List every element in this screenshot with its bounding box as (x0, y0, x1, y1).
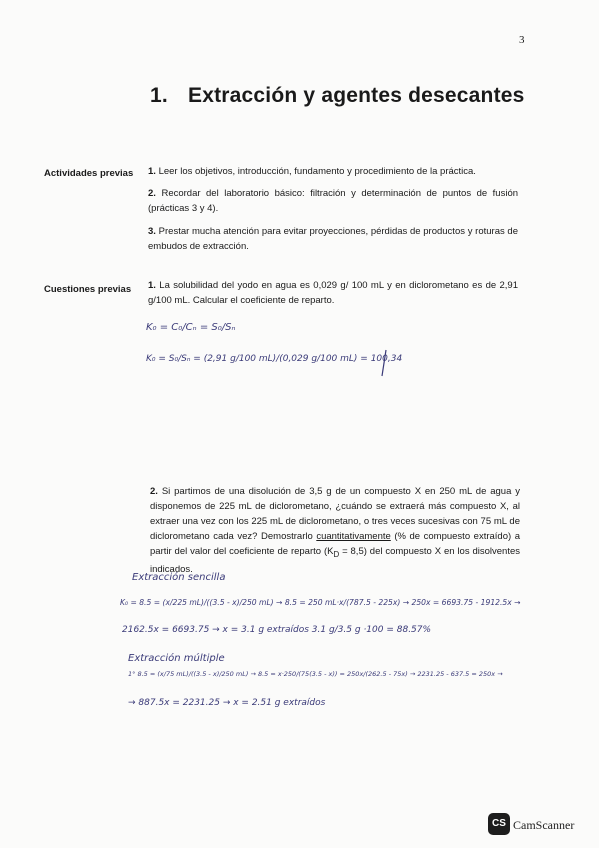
handwritten-simple-line2: 2162.5x = 6693.75 → x = 3.1 g extraídos 3.1 g/3.5 g ·100 = 88.57% (122, 625, 432, 635)
actividad-3-text: Prestar mucha atención para evitar proyecciones, pérdidas de productos y roturas de embudos de extracción. (148, 226, 518, 252)
handwritten-multiple-line2: → 887.5x = 2231.25 → x = 2.51 g extraídos (128, 698, 326, 708)
cuestion-2-text-a: Si partimos de una disolución de 3,5 g de un compuesto X en 250 mL de agua y disponemos de 225 mL de diclorometano, ¿cuándo se extraerá más compuesto X, al extraer una vez con los 225 mL de diclorometano, o tres veces sucesivas con 75 mL de diclorometano cada vez? Demostrarlo (150, 486, 521, 542)
actividad-1-number: 1. (148, 166, 156, 177)
actividad-2-text: Recordar del laboratorio básico: filtración y determinación de puntos de fusión (prácticas 3 y 4). (148, 188, 519, 214)
title-text: Extracción y agentes desecantes (188, 84, 525, 107)
cuestion-1-text: La solubilidad del yodo en agua es 0,029 g/ 100 mL y en diclorometano es de 2,91 g/100 mL. Calcular el coeficiente de reparto. (148, 280, 518, 306)
actividad-1-text: Leer los objetivos, introducción, fundamento y procedimiento de la práctica. (158, 166, 476, 177)
handwritten-simple-line1: K₀ = 8.5 = (x/225 mL)/((3.5 - x)/250 mL) → 8.5 = 250 mL·x/(787.5 - 225x) → 250x = 6693.75 - 1912.5x → (120, 598, 521, 607)
cuestion-2-underlined-word: cuantitativamente (316, 531, 391, 542)
handwritten-multiple-line1: 1° 8.5 = (x/75 mL)/((3.5 - x)/250 mL) → 8.5 = x·250/(75(3.5 - x)) = 250x/(262.5 - 75x) → 2231.25 - 637.5 = 250x → (128, 670, 503, 678)
page-number: 3 (519, 34, 525, 46)
handwritten-q1-line2: K₀ = S₀/Sₙ = (2,91 g/100 mL)/(0,029 g/100 mL) = 100,34 (146, 354, 403, 364)
title-number: 1. (150, 84, 168, 107)
cuestion-2-subscript: D (333, 549, 340, 559)
actividad-2-number: 2. (148, 188, 156, 199)
camscanner-watermark: CamScanner (513, 818, 575, 832)
camscanner-logo: CS (488, 813, 510, 835)
cuestiones-label: Cuestiones previas (44, 284, 132, 295)
handwritten-heading-multiple: Extracción múltiple (128, 653, 225, 664)
cuestion-2-text-b: (% de compuesto extraído) a partir del valor del coeficiente de reparto (K (150, 531, 520, 557)
handwritten-q1-line1: K₀ = C₀/Cₙ = S₀/Sₙ (146, 322, 236, 333)
cuestion-1-number: 1. (148, 280, 156, 291)
actividades-label: Actividades previas (44, 168, 134, 179)
cuestion-2-text-c: = 8,5) del compuesto X en los disolventes indicados. (150, 546, 520, 575)
handwritten-heading-simple: Extracción sencilla (132, 572, 226, 583)
cuestion-2-number: 2. (150, 486, 158, 497)
actividad-3-number: 3. (148, 226, 156, 237)
